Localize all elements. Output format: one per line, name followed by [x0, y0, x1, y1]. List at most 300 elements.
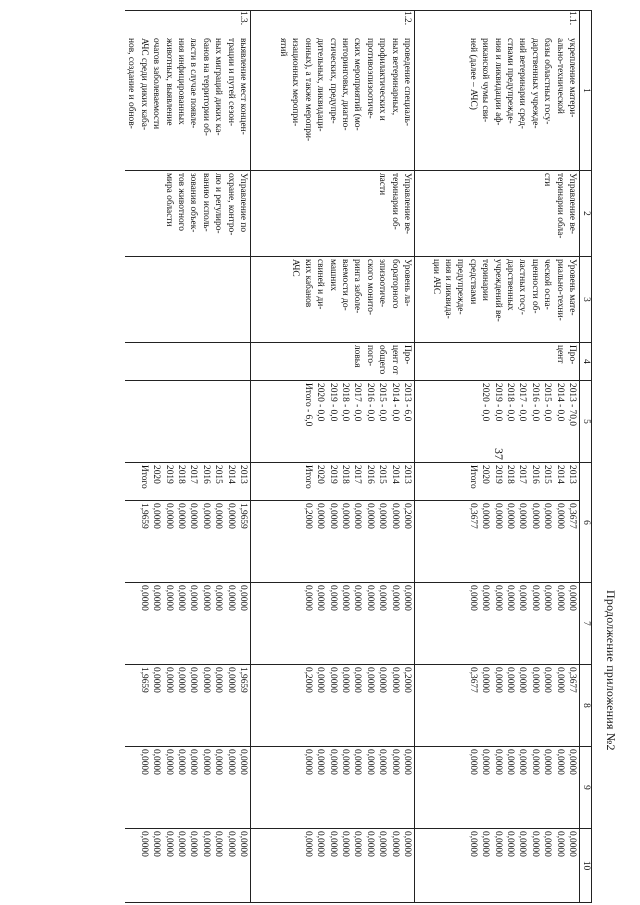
- value-col6-cell-line: 0,0000: [315, 503, 326, 529]
- measure-line: ниторинговых, диагно-: [339, 38, 350, 131]
- value-col6-cell-line: 0,0000: [529, 503, 540, 529]
- value-col10-cell-line: 0,0000: [352, 831, 363, 857]
- measure-line: ний ветеринарии сред-: [517, 38, 528, 129]
- value-col6-cell-line: 0,0000: [504, 503, 515, 529]
- executor-cell-line: Управление ве-: [567, 173, 577, 235]
- indicator-cell-line: ринга заболе-: [352, 259, 363, 314]
- value-col7-cell-line: 0,0000: [302, 585, 313, 611]
- target-cell-line: 2016 - 0,0: [364, 383, 375, 422]
- indicator-cell-line: теринарии: [480, 259, 491, 301]
- value-col7-cell-line: 0,0000: [567, 585, 577, 611]
- unit-cell-line: цент: [554, 345, 565, 364]
- value-col8-cell-line: 0,0000: [389, 667, 400, 693]
- value-col7-cell-line: 0,0000: [225, 585, 236, 611]
- value-col6-cell-line: 0,2000: [402, 503, 412, 529]
- executor-cell-line: тов животного: [175, 173, 186, 231]
- value-col10-cell-line: 0,0000: [504, 831, 515, 857]
- measure-cell: [415, 11, 580, 171]
- value-col8-cell-line: 0,0000: [315, 667, 326, 693]
- value-col6-cell-line: 1,9659: [238, 503, 248, 529]
- value-col10-cell-line: 0,0000: [315, 831, 326, 857]
- value-col9-cell-line: 0,0000: [529, 749, 540, 775]
- page-number: 37: [492, 448, 506, 460]
- value-col9-cell-line: 0,0000: [480, 749, 491, 775]
- target-cell-line: 2019 - 0,0: [327, 383, 338, 422]
- value-col6-cell-line: 0,0000: [377, 503, 388, 529]
- value-col7-cell-line: 0,0000: [364, 585, 375, 611]
- value-col10-cell-line: 0,0000: [175, 831, 186, 857]
- year-cell-line: 2020: [315, 465, 326, 484]
- value-col8-cell-line: 0,0000: [529, 667, 540, 693]
- measure-line: банов на территории об-: [200, 38, 211, 136]
- value-col10-cell-line: 0,0000: [302, 831, 313, 857]
- measure-cell: [251, 11, 415, 171]
- header-col-8: 8: [580, 665, 592, 747]
- year-cell-line: Итого: [138, 465, 149, 489]
- year-cell-line: 2015: [377, 465, 388, 484]
- value-col7-cell-line: 0,0000: [163, 585, 174, 611]
- unit-cell-line: общего: [377, 345, 388, 375]
- indicator-cell-line: Уровень мате-: [567, 259, 577, 316]
- year-cell-line: 2014: [389, 465, 400, 484]
- target-cell-line: 2017 - 0,0: [352, 383, 363, 422]
- value-col10-cell: [125, 829, 251, 903]
- measure-line: ния и ликвидации аф-: [492, 38, 503, 126]
- executor-cell-line: сти: [542, 173, 553, 187]
- value-col8-cell-line: 0,0000: [225, 667, 236, 693]
- year-cell-line: 2018: [175, 465, 186, 484]
- value-col9-cell-line: 0,0000: [364, 749, 375, 775]
- value-col8-cell-line: 0,0000: [377, 667, 388, 693]
- indicator-cell-line: предупрежде-: [455, 259, 466, 315]
- measure-line: укрепление матери-: [567, 38, 577, 118]
- year-cell-line: 2013: [402, 465, 412, 484]
- value-col8-cell-line: 0,0000: [188, 667, 199, 693]
- value-col7-cell-line: 0,0000: [542, 585, 553, 611]
- target-cell: [125, 381, 251, 463]
- value-col6-cell-line: 0,0000: [151, 503, 162, 529]
- target-cell-line: 2013 - 70,0: [567, 383, 577, 426]
- measure-line: базы областных госу-: [542, 38, 553, 125]
- indicator-cell: [415, 257, 580, 343]
- indicator-cell-line: Уровень ла-: [402, 259, 412, 307]
- executor-cell: [251, 171, 415, 257]
- value-col10-cell-line: 0,0000: [480, 831, 491, 857]
- value-col6-cell: [251, 501, 415, 583]
- executor-cell-line: лю и регулиро-: [213, 173, 224, 234]
- value-col9-cell-line: 0,0000: [517, 749, 528, 775]
- target-cell-line: 2018 - 0,0: [339, 383, 350, 422]
- value-col8-cell-line: 0,0000: [554, 667, 565, 693]
- value-col9-cell-line: 0,0000: [352, 749, 363, 775]
- value-col8-cell-line: 0,0000: [542, 667, 553, 693]
- measure-line: риканской чумы сви-: [480, 38, 491, 123]
- value-col8-cell: [415, 665, 580, 747]
- header-row: [580, 11, 592, 903]
- year-cell-line: 2016: [529, 465, 540, 484]
- value-col10-cell-line: 0,0000: [364, 831, 375, 857]
- value-col10-cell-line: 0,0000: [567, 831, 577, 857]
- table-row: [125, 11, 251, 903]
- value-col10-cell-line: 0,0000: [554, 831, 565, 857]
- indicator-cell-line: машних: [327, 259, 338, 291]
- value-col7-cell-line: 0,0000: [529, 585, 540, 611]
- value-col6-cell-line: 0,0000: [364, 503, 375, 529]
- measure-line: животных, выявление: [163, 38, 174, 126]
- value-col6-cell-line: 0,0000: [188, 503, 199, 529]
- value-col6-cell-line: 0,0000: [213, 503, 224, 529]
- value-col6-cell-line: 1,9659: [138, 503, 149, 529]
- year-cell-line: 2017: [188, 465, 199, 484]
- value-col8-cell-line: 0,0000: [492, 667, 503, 693]
- executor-cell: [125, 171, 251, 257]
- year-cell-line: 2018: [339, 465, 350, 484]
- value-col9-cell-line: 0,0000: [238, 749, 248, 775]
- measure-line: дарственных учрежде-: [529, 38, 540, 129]
- value-col8-cell-line: 0,0000: [327, 667, 338, 693]
- measure-line: очагов заболеваемости: [151, 38, 162, 130]
- value-col7-cell-line: 0,0000: [517, 585, 528, 611]
- value-col6-cell-line: 0,0000: [352, 503, 363, 529]
- value-col9-cell-line: 0,0000: [315, 749, 326, 775]
- measure-line: ятий: [277, 38, 288, 57]
- value-col8-cell-line: 0,2000: [402, 667, 412, 693]
- measure-line: профилактических и: [377, 38, 388, 121]
- value-col9-cell-line: 0,0000: [225, 749, 236, 775]
- indicator-cell-line: риально-техни-: [554, 259, 565, 321]
- value-col6-cell-line: 0,3677: [467, 503, 478, 529]
- unit-cell: [125, 343, 251, 381]
- value-col7-cell-line: 0,0000: [213, 585, 224, 611]
- value-col7-cell-line: 0,0000: [315, 585, 326, 611]
- measure-line: ней (далее – АЧС): [467, 38, 478, 110]
- target-cell-line: 2014 - 0,0: [389, 383, 400, 422]
- indicator-cell: [125, 257, 251, 343]
- value-col10-cell-line: 0,0000: [213, 831, 224, 857]
- measure-line: трации и путей сезон-: [225, 38, 236, 127]
- year-cell-line: 2019: [492, 465, 503, 484]
- indicator-cell-line: ческой осна-: [542, 259, 553, 310]
- measure-line: стических, предупре-: [327, 38, 338, 124]
- value-col7-cell-line: 0,0000: [554, 585, 565, 611]
- value-col9-cell-line: 0,0000: [327, 749, 338, 775]
- value-col6-cell-line: 0,0000: [175, 503, 186, 529]
- year-cell-line: 2016: [200, 465, 211, 484]
- value-col9-cell-line: 0,0000: [389, 749, 400, 775]
- value-col7-cell-line: 0,0000: [138, 585, 149, 611]
- header-col-3: 3: [580, 257, 592, 343]
- year-cell-line: 2019: [327, 465, 338, 484]
- indicator-cell-line: ких кабанов: [302, 259, 313, 308]
- measure-text: [125, 38, 249, 158]
- measure-line: дительных, ликвидаци-: [315, 38, 326, 132]
- value-col8-cell: [251, 665, 415, 747]
- executor-cell-line: теринарии обла-: [554, 173, 565, 239]
- header-col-6: 6: [580, 463, 592, 583]
- value-col7-cell: [415, 583, 580, 665]
- measure-line: ных миграций диких ка-: [213, 38, 224, 136]
- row-index: 1.3.: [238, 11, 248, 26]
- target-cell-line: 2014 - 0,0: [554, 383, 565, 422]
- executor-cell-line: Управление по: [238, 173, 248, 233]
- target-cell-line: 2020 - 0,0: [315, 383, 326, 422]
- value-col8-cell-line: 0,0000: [352, 667, 363, 693]
- value-col6-cell-line: 0,0000: [200, 503, 211, 529]
- value-col10-cell-line: 0,0000: [163, 831, 174, 857]
- header-col-7: 7: [580, 583, 592, 665]
- year-cell-line: 2017: [517, 465, 528, 484]
- unit-cell-line: цент от: [389, 345, 400, 375]
- measure-line: ния инфицированных: [175, 38, 186, 125]
- value-col7-cell-line: 0,0000: [238, 585, 248, 611]
- value-col9-cell-line: 0,0000: [138, 749, 149, 775]
- target-cell-line: 2018 - 0,0: [504, 383, 515, 422]
- executor-cell-line: зования объек-: [188, 173, 199, 233]
- value-col8-cell-line: 0,0000: [200, 667, 211, 693]
- value-col7-cell-line: 0,0000: [467, 585, 478, 611]
- row-index: 1.2.: [402, 11, 412, 26]
- continuation-heading: Продолжение приложения №2: [604, 590, 618, 751]
- year-cell-line: Итого: [467, 465, 478, 489]
- value-col9-cell-line: 0,0000: [402, 749, 412, 775]
- target-cell: [415, 381, 580, 463]
- header-col-10: 10: [580, 829, 592, 903]
- value-col6-cell-line: 0,0000: [492, 503, 503, 529]
- value-col7-cell-line: 0,0000: [377, 585, 388, 611]
- year-cell-line: 2017: [352, 465, 363, 484]
- value-col6-cell: [415, 501, 580, 583]
- value-col10-cell-line: 0,0000: [467, 831, 478, 857]
- measure-line: проведение специаль-: [402, 38, 412, 126]
- value-col9-cell-line: 0,0000: [188, 749, 199, 775]
- value-col7-cell-line: 0,0000: [352, 585, 363, 611]
- year-cell: [415, 463, 580, 501]
- value-col9-cell-line: 0,0000: [542, 749, 553, 775]
- value-col10-cell-line: 0,0000: [200, 831, 211, 857]
- value-col9-cell-line: 0,0000: [175, 749, 186, 775]
- value-col7-cell-line: 0,0000: [339, 585, 350, 611]
- value-col8-cell-line: 0,0000: [163, 667, 174, 693]
- indicator-cell-line: эпизоотиче-: [377, 259, 388, 308]
- table-row: [415, 11, 580, 903]
- indicator-cell-line: учреждений ве-: [492, 259, 503, 322]
- row-index: 1.1.: [567, 11, 577, 26]
- value-col8-cell-line: 0,0000: [504, 667, 515, 693]
- measure-line: изационных меропри-: [290, 38, 301, 127]
- value-col10-cell-line: 0,0000: [542, 831, 553, 857]
- target-cell-line: 2019 - 0,0: [492, 383, 503, 422]
- unit-cell: [415, 343, 580, 381]
- indicator-cell-line: ского монито-: [364, 259, 375, 316]
- target-cell-line: 2015 - 0,0: [542, 383, 553, 422]
- target-cell-line: 2015 - 0,0: [377, 383, 388, 422]
- value-col9-cell-line: 0,0000: [567, 749, 577, 775]
- value-col6-cell-line: 0,0000: [339, 503, 350, 529]
- value-col8-cell-line: 0,3677: [567, 667, 577, 693]
- value-col10-cell-line: 0,0000: [138, 831, 149, 857]
- value-col7-cell-line: 0,0000: [492, 585, 503, 611]
- target-cell-line: 2017 - 0,0: [517, 383, 528, 422]
- value-col10-cell-line: 0,0000: [225, 831, 236, 857]
- unit-cell-line: пого-: [364, 345, 375, 367]
- year-cell: [251, 463, 415, 501]
- header-col-9: 9: [580, 747, 592, 829]
- year-cell-line: 2015: [542, 465, 553, 484]
- value-col9-cell-line: 0,0000: [200, 749, 211, 775]
- value-col9-cell: [125, 747, 251, 829]
- value-col7-cell-line: 0,0000: [188, 585, 199, 611]
- value-col10-cell-line: 0,0000: [529, 831, 540, 857]
- value-col10-cell-line: 0,0000: [402, 831, 412, 857]
- measure-line: ных ветеринарных,: [389, 38, 400, 116]
- indicator-cell-line: ваемости до-: [339, 259, 350, 311]
- unit-cell-line: ловья: [352, 345, 363, 368]
- value-col7-cell-line: 0,0000: [504, 585, 515, 611]
- indicator-cell-line: АЧС: [290, 259, 301, 277]
- year-cell-line: 2015: [213, 465, 224, 484]
- year-cell-line: 2020: [151, 465, 162, 484]
- value-col9-cell-line: 0,0000: [377, 749, 388, 775]
- value-col9-cell-line: 0,0000: [504, 749, 515, 775]
- value-col8-cell-line: 1,9659: [238, 667, 248, 693]
- value-col8-cell-line: 0,0000: [175, 667, 186, 693]
- value-col9-cell-line: 0,0000: [213, 749, 224, 775]
- indicator-cell-line: ластных госу-: [517, 259, 528, 315]
- value-col8-cell-line: 0,0000: [151, 667, 162, 693]
- value-col8-cell-line: 0,0000: [213, 667, 224, 693]
- year-cell-line: 2018: [504, 465, 515, 484]
- value-col8-cell-line: 0,3677: [467, 667, 478, 693]
- measure-line: ласти в случае появле-: [188, 38, 199, 129]
- value-col7-cell-line: 0,0000: [200, 585, 211, 611]
- unit-cell-line: Про-: [567, 345, 577, 365]
- measure-line: нов, создание и обнов-: [126, 38, 137, 129]
- value-col8-cell-line: 0,0000: [364, 667, 375, 693]
- value-col9-cell: [251, 747, 415, 829]
- measure-text: [277, 38, 413, 158]
- value-col9-cell-line: 0,0000: [163, 749, 174, 775]
- value-col6-cell-line: 0,0000: [389, 503, 400, 529]
- measure-cell: [125, 11, 251, 171]
- unit-cell: [251, 343, 415, 381]
- indicator-cell-line: средствами: [467, 259, 478, 305]
- measure-line: ально-технической: [554, 38, 565, 114]
- value-col8-cell-line: 0,0000: [480, 667, 491, 693]
- value-col9-cell: [415, 747, 580, 829]
- year-cell-line: 2014: [225, 465, 236, 484]
- value-col10-cell-line: 0,0000: [188, 831, 199, 857]
- value-col8-cell-line: 0,2000: [302, 667, 313, 693]
- value-col10-cell-line: 0,0000: [327, 831, 338, 857]
- value-col10-cell-line: 0,0000: [238, 831, 248, 857]
- year-cell: [125, 463, 251, 501]
- indicator-cell-line: ции АЧС: [430, 259, 441, 295]
- value-col9-cell-line: 0,0000: [554, 749, 565, 775]
- measure-line: ствами предупрежде-: [504, 38, 515, 124]
- value-col9-cell-line: 0,0000: [151, 749, 162, 775]
- value-col7-cell: [251, 583, 415, 665]
- executor-cell-line: мира области: [163, 173, 174, 227]
- value-col8-cell-line: 1,9659: [138, 667, 149, 693]
- header-col-1: 1: [580, 11, 592, 171]
- value-col9-cell-line: 0,0000: [467, 749, 478, 775]
- indicator-cell-line: свиней и ди-: [315, 259, 326, 310]
- value-col6-cell-line: 0,0000: [517, 503, 528, 529]
- value-col7-cell-line: 0,0000: [175, 585, 186, 611]
- value-col10-cell-line: 0,0000: [517, 831, 528, 857]
- target-cell-line: 2016 - 0,0: [529, 383, 540, 422]
- value-col10-cell: [415, 829, 580, 903]
- value-col10-cell-line: 0,0000: [492, 831, 503, 857]
- header-col-5: 5: [580, 381, 592, 463]
- header-col-2: 2: [580, 171, 592, 257]
- measure-line: онных), а также меропри-: [302, 38, 313, 142]
- value-col7-cell-line: 0,0000: [327, 585, 338, 611]
- value-col9-cell-line: 0,0000: [492, 749, 503, 775]
- value-col6-cell-line: 0,0000: [554, 503, 565, 529]
- executor-cell-line: ванию исполь-: [200, 173, 211, 232]
- value-col6-cell: [125, 501, 251, 583]
- value-col6-cell-line: 0,0000: [327, 503, 338, 529]
- value-col6-cell-line: 0,3677: [567, 503, 577, 529]
- value-col6-cell-line: 0,0000: [542, 503, 553, 529]
- value-col6-cell-line: 0,0000: [480, 503, 491, 529]
- measure-line: АЧС среди диких каба-: [138, 38, 149, 131]
- value-col7-cell: [125, 583, 251, 665]
- year-cell-line: 2016: [364, 465, 375, 484]
- measure-text: [466, 38, 578, 158]
- value-col7-cell-line: 0,0000: [389, 585, 400, 611]
- value-col7-cell-line: 0,0000: [480, 585, 491, 611]
- measure-line: выявление мест концен-: [238, 38, 248, 135]
- value-col7-cell-line: 0,0000: [402, 585, 412, 611]
- program-table: [125, 10, 592, 903]
- value-col8-cell-line: 0,0000: [339, 667, 350, 693]
- value-col10-cell-line: 0,0000: [151, 831, 162, 857]
- value-col9-cell-line: 0,0000: [339, 749, 350, 775]
- year-cell-line: 2014: [554, 465, 565, 484]
- value-col10-cell: [251, 829, 415, 903]
- indicator-cell: [251, 257, 415, 343]
- value-col6-cell-line: 0,0000: [163, 503, 174, 529]
- year-cell-line: 2019: [163, 465, 174, 484]
- value-col8-cell-line: 0,0000: [517, 667, 528, 693]
- executor-cell-line: Управление ве-: [402, 173, 412, 235]
- target-cell-line: 2013 - 6,0: [402, 383, 412, 422]
- measure-line: противоэпизоотиче-: [364, 38, 375, 119]
- value-col6-cell-line: 0,2000: [302, 503, 313, 529]
- indicator-cell-line: щенности об-: [529, 259, 540, 314]
- value-col9-cell-line: 0,0000: [302, 749, 313, 775]
- value-col7-cell-line: 0,0000: [151, 585, 162, 611]
- value-col10-cell-line: 0,0000: [389, 831, 400, 857]
- measure-line: ских мероприятий (мо-: [352, 38, 363, 131]
- value-col6-cell-line: 0,0000: [225, 503, 236, 529]
- target-cell: [251, 381, 415, 463]
- indicator-cell-line: дарственных: [504, 259, 515, 311]
- indicator-cell-line: бораторного: [389, 259, 400, 309]
- year-cell-line: 2013: [238, 465, 248, 484]
- unit-cell-line: Про-: [402, 345, 412, 365]
- table-row: [251, 11, 415, 903]
- value-col10-cell-line: 0,0000: [339, 831, 350, 857]
- value-col8-cell: [125, 665, 251, 747]
- year-cell-line: 2013: [567, 465, 577, 484]
- year-cell-line: 2020: [480, 465, 491, 484]
- indicator-cell-line: ния и ликвида-: [442, 259, 453, 319]
- target-cell-line: 2020 - 0,0: [480, 383, 491, 422]
- executor-cell-line: охране, контро-: [225, 173, 236, 236]
